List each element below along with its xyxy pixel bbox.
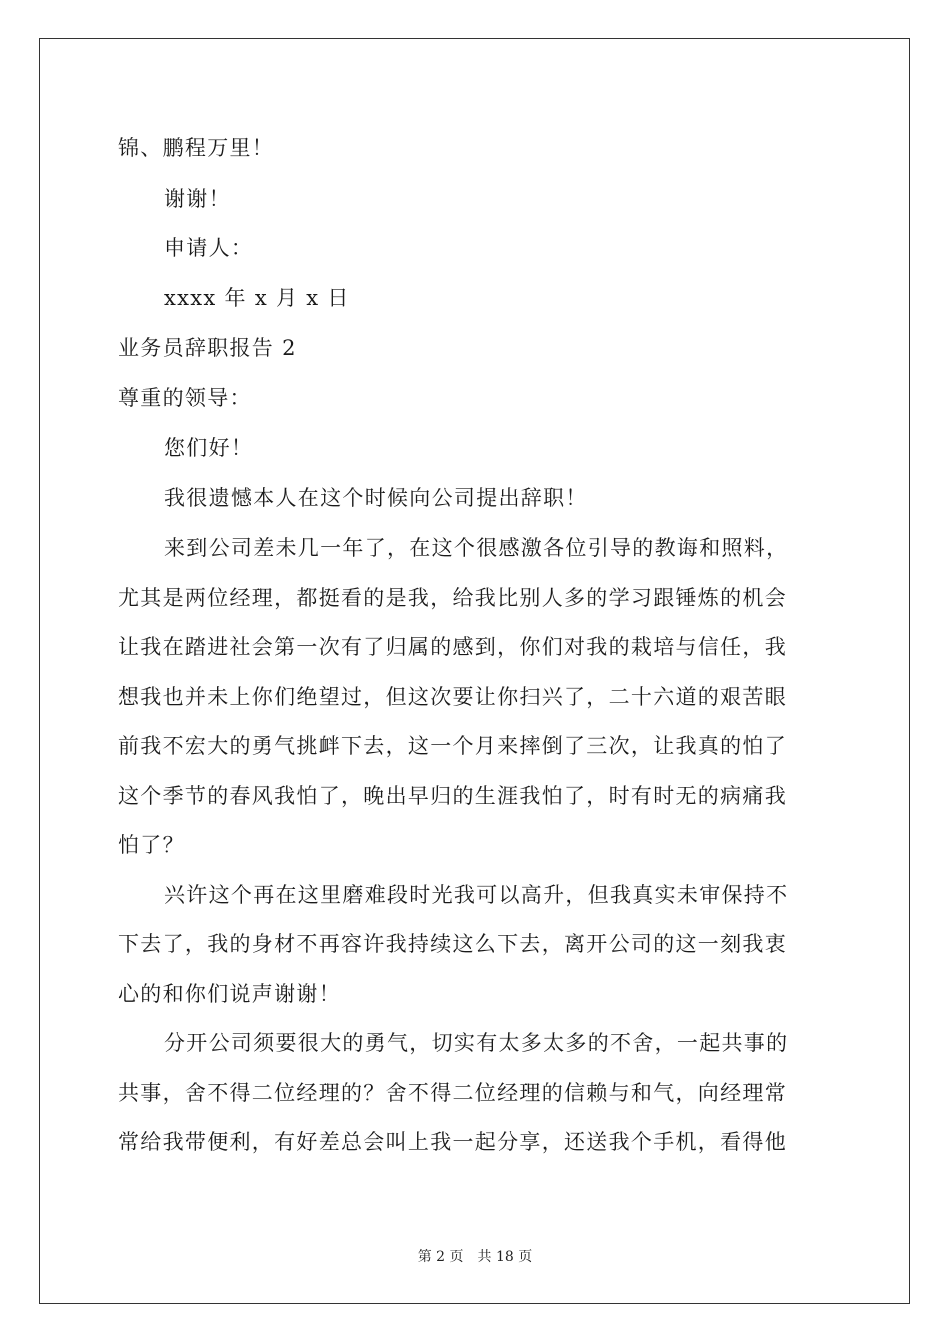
text-line: 下去了，我的身材不再容许我持续这么下去，离开公司的这一刻我衷	[118, 932, 787, 956]
text-line: 申请人：	[164, 236, 254, 260]
page-footer	[0, 1246, 950, 1266]
text-line: 这个季节的春风我怕了，晚出早归的生涯我怕了，时有时无的病痛我	[118, 784, 787, 808]
text-line: 谢谢！	[164, 187, 231, 211]
text-line: 共事，舍不得二位经理的？舍不得二位经理的信赖与和气，向经理常	[118, 1081, 787, 1105]
text-line: 我很遗憾本人在这个时候向公司提出辞职！	[164, 486, 588, 510]
text-line: 来到公司差未几一年了，在这个很感激各位引导的教诲和照料，	[164, 536, 789, 560]
text-line: 常给我带便利，有好差总会叫上我一起分享，还送我个手机，看得他	[118, 1130, 787, 1154]
salutation: 尊重的领导：	[118, 386, 252, 410]
text-line: 让我在踏进社会第一次有了归属的感到，你们对我的栽培与信任，我	[118, 635, 787, 659]
section-title: 业务员辞职报告 2	[118, 336, 297, 360]
page-total: 共 18 页	[477, 1249, 533, 1265]
text-line: 前我不宏大的勇气挑衅下去，这一个月来摔倒了三次，让我真的怕了	[118, 734, 787, 758]
text-line: xxxx 年 x 月 x 日	[164, 286, 350, 310]
page-number: 第 2 页	[417, 1249, 464, 1265]
text-line: 尤其是两位经理，都挺看的是我，给我比别人多的学习跟锤炼的机会	[118, 586, 787, 610]
text-line: 怕了？	[118, 833, 185, 857]
text-line: 兴许这个再在这里磨难段时光我可以高升，但我真实未审保持不	[164, 883, 789, 907]
text-line: 想我也并未上你们绝望过，但这次要让你扫兴了，二十六道的艰苦眼	[118, 685, 787, 709]
text-line: 分开公司须要很大的勇气，切实有太多太多的不舍，一起共事的	[164, 1031, 789, 1055]
text-line: 您们好！	[164, 436, 254, 460]
text-line: 锦、鹏程万里！	[118, 136, 275, 160]
text-line: 心的和你们说声谢谢！	[118, 982, 341, 1006]
page-border	[39, 38, 910, 1304]
